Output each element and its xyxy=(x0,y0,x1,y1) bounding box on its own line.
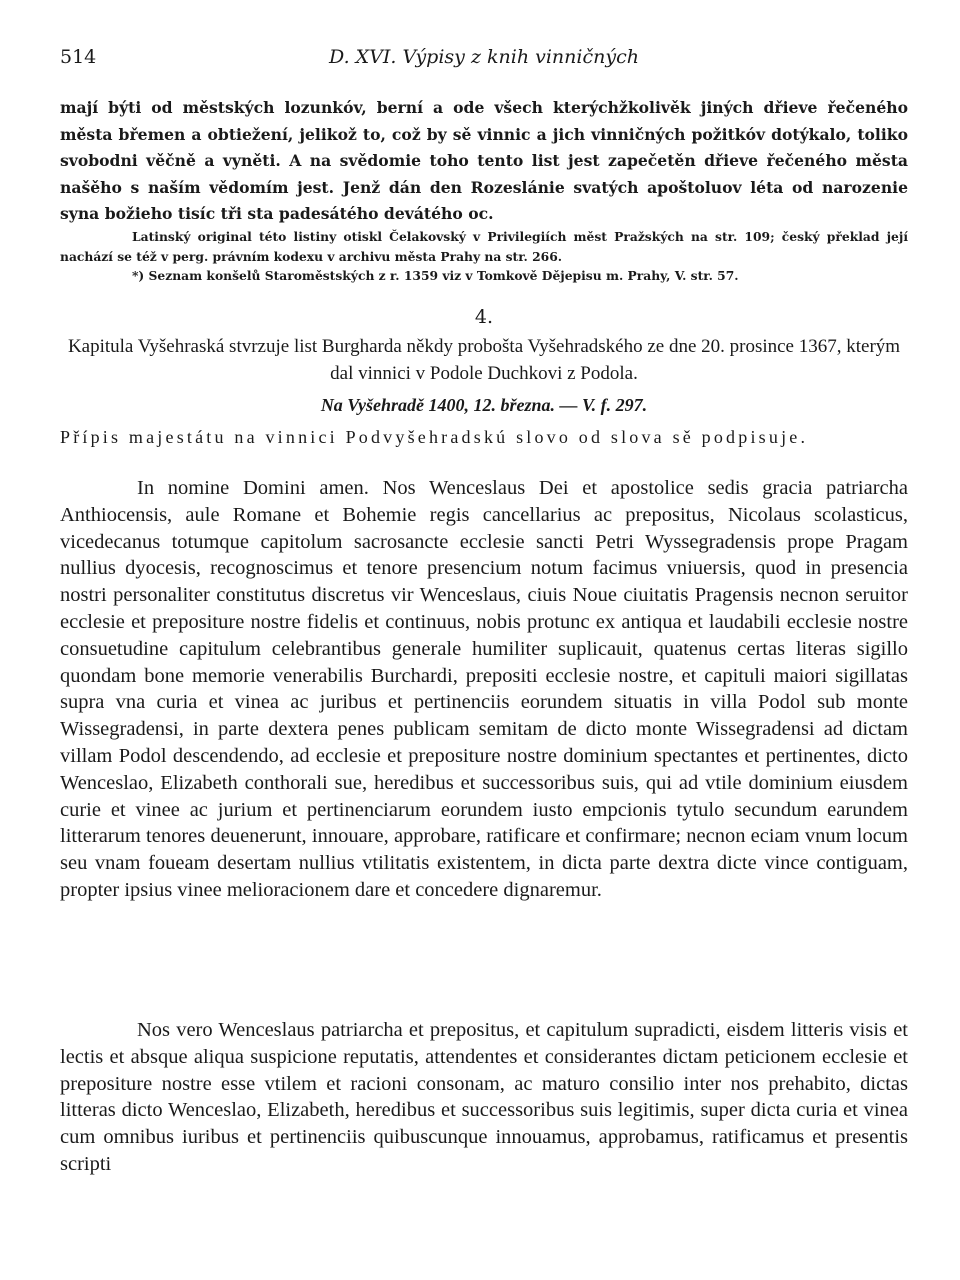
document-dateline: Na Vyšehradě 1400, 12. března. — V. f. 297. xyxy=(320,395,648,415)
document-number: 4. xyxy=(474,306,494,328)
previous-document-ending xyxy=(60,95,908,228)
editorial-note: Latinský original této listiny otiskl Čelakovský v Privilegiích měst Pražských na str. 109; český překlad její nachází se též v perg. právním kodexu v archivu města Prahy na str. 266. xyxy=(60,229,908,264)
notes xyxy=(60,227,908,286)
page-header xyxy=(60,46,908,74)
running-title: D. XVI. Výpisy z knih vinničných xyxy=(329,46,639,68)
document-heading: Kapitula Vyšehraská stvrzuje list Burgharda někdy probošta Vyšehradského ze dne 20. prosince 1367, kterým dal vinnici v Podole Duchkovi z Podola. xyxy=(67,336,901,384)
previous-document-text: mají býti od městských lozunkóv, berní a ode všech kterýchžkolivěk jiných dřieve řečeného města břemen a obtiežení, jelikož to, což by sě vinnic a jich vinničných požitkóv dotýkalo, toliko svobodni věčně a vyněti. A na svědomie toho tento list jest zapečetěn dřieve řečeného města našěho s naším vědomím jest. Jenž dán den Rozeslánie svatých apoštoluov léta od narozenie syna božieho tisíc tři sta padesátého devátého oc. xyxy=(60,98,908,223)
latin-paragraph-1: In nomine Domini amen. Nos Wenceslaus Dei et apostolice sedis gracia patriarcha Anthiocensis, aule Romane et Bohemie regis cancellarius ac prepositus, Nicolaus scolasticus, vicedecanus totumque capitolum sacrosancte ecclesie sancti Petri Wyssegradensis prope Pragam nullius dyocesis, recognoscimus et tenore presencium notum facimus vniuersis, quod in presencia nostri personaliter constitutus discretus vir Wenceslaus, ciuis Noue ciuitatis Pragensis necnon seruitor ecclesie et prepositure nostre fidelis et continuus, nobis protunc ex antiqua et laudabili ecclesie nostre consuetudine capitulum celebrantibus generale humiliter suplicauit, quatenus certas literas sigillo quondam bone memorie venerabilis Burchardi, prepositi ecclesie nostre, et capituli maiori sigillatas supra vna curia et vinea ac juribus et pertinenciis eorundem situatis in villa Podol sub monte Wissegradensi, in parte dextera penes publicam semitam de dicto monte Wissegradensi ad dictam villam Podol descendendo, ad ecclesie et prepositure nostre dominium spectantes et pertinentes, dicto Wenceslao, Elizabeth conthorali sue, heredibus et successoribus suis, qui ad vtile dominium eiusdem curie et vinee ac jurium et pertinenciarum eorundem iusto empcionis tytulo secundum earundem litterarum tenores deuenerunt, innouare, approbare, ratificare et confirmare; necnon eciam vnum locum seu vnam foueam desertam nullius vtilitatis existentem, in dicta parte dextra dicte vince contiguam, propter ipsius vinee melioracionem dare et concedere dignaremur. xyxy=(60,477,908,901)
latin-paragraph-2: Nos vero Wenceslaus patriarcha et prepositus, et capitulum supradicti, eisdem litteris visis et lectis et absque aliqua suspicione reputatis, attendentes et considerantes dictam peticionem ecclesie et prepositure nostre esse vtilem et racioni consonam, ac maturo consilio inter nos prehabito, dictas litteras dicto Wenceslao, Elizabeth, heredibus et successoribus suis legitimis, super dicta curia et vinea cum omnibus iuribus et pertinenciis quibuscunque innouamus, approbamus, ratificamus et presentis scripti xyxy=(60,1019,908,1175)
page-number: 514 xyxy=(60,46,97,68)
footnote: *) Seznam konšelů Staroměstských z r. 1359 viz v Tomkově Dějepisu m. Prahy, V. str. 57. xyxy=(132,268,739,283)
document-rubric: Přípis majestátu na vinnici Podvyšehradskú slovo od slova sě podpisuje. xyxy=(60,427,809,447)
